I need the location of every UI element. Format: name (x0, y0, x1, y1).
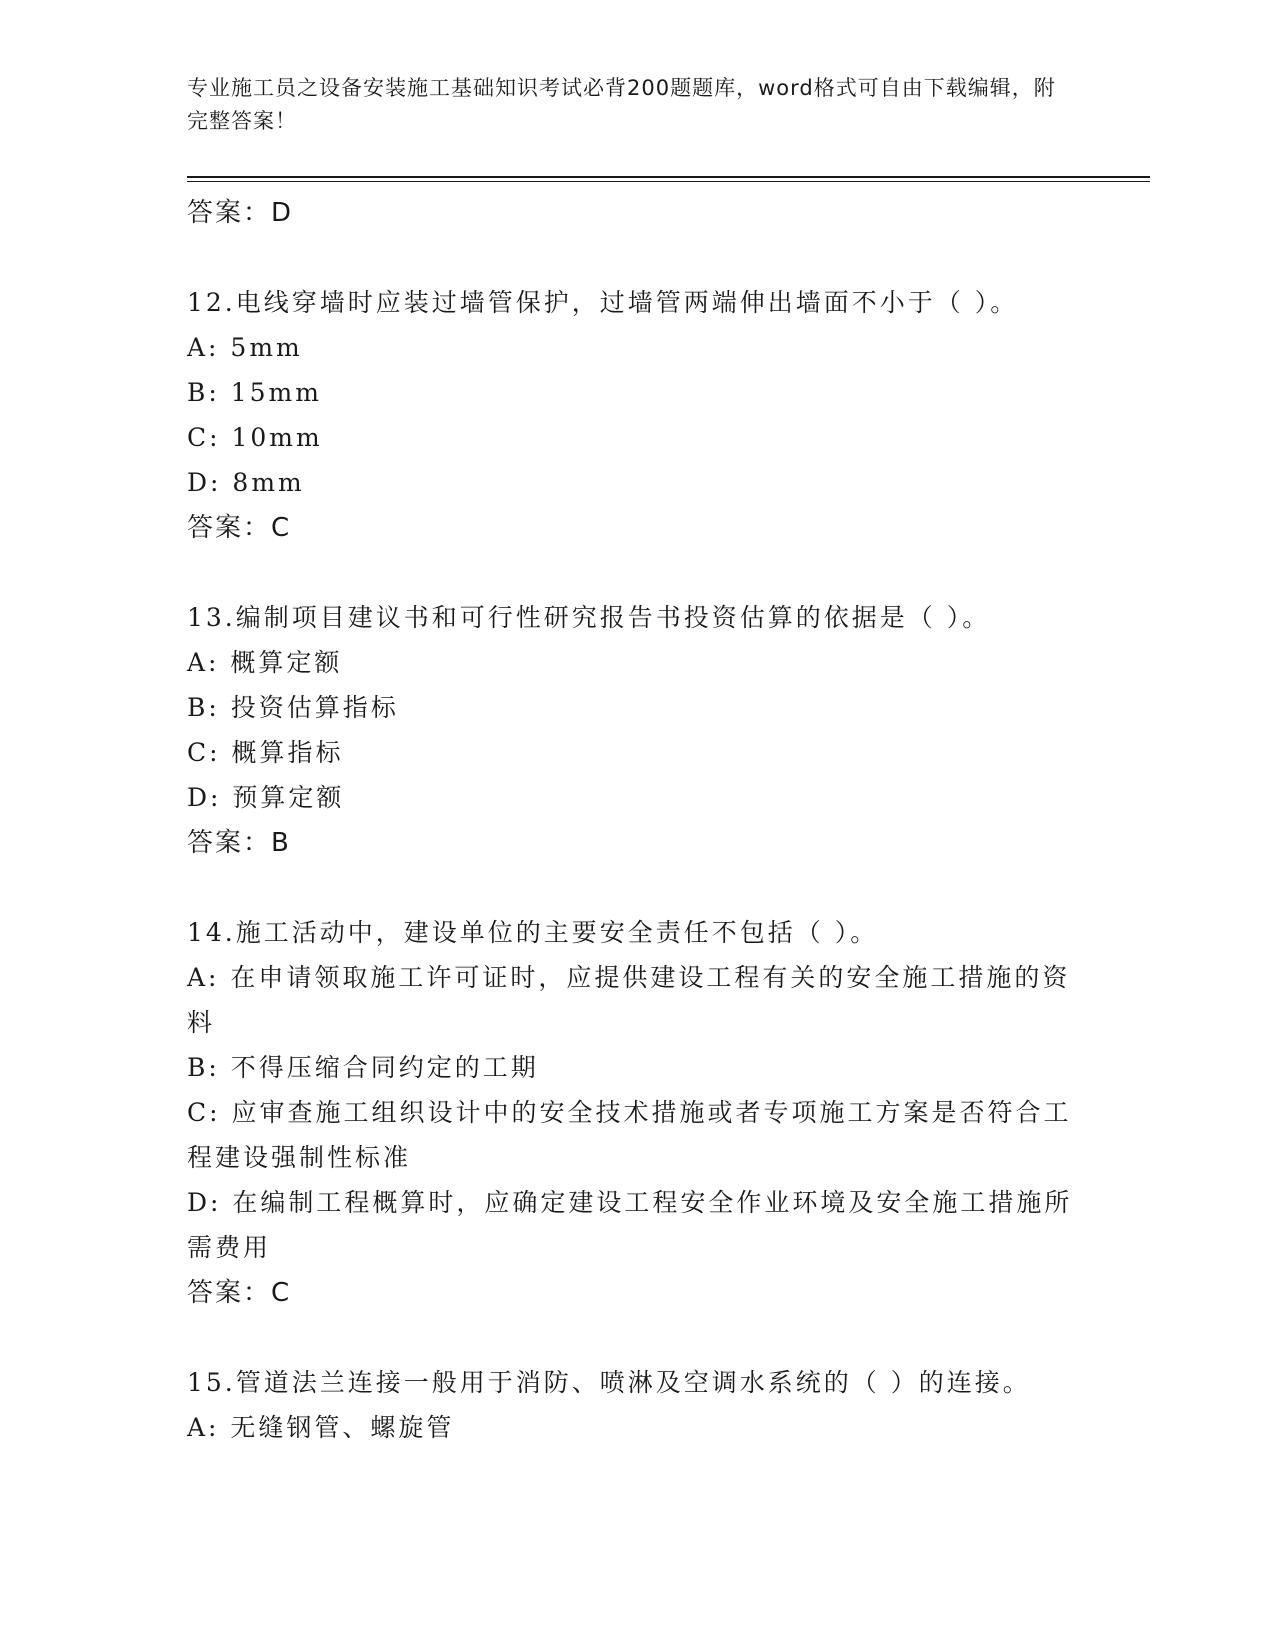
option-d: D: 8mm (187, 468, 305, 497)
option-a: A: 5mm (187, 333, 303, 362)
question-12 (187, 280, 1082, 551)
header-divider-thick (187, 176, 1150, 178)
question-15 (187, 1360, 1082, 1450)
option-a: A: 概算定额 (187, 648, 343, 677)
option-c: C: 10mm (187, 423, 323, 452)
question-stem: 12.电线穿墙时应装过墙管保护，过墙管两端伸出墙面不小于（ ）。 (187, 288, 1019, 317)
question-list (187, 188, 1082, 1450)
question-14 (187, 910, 1082, 1316)
answer: 答案：C (187, 1278, 292, 1308)
previous-answer: 答案：D (187, 198, 294, 228)
option-b: B: 投资估算指标 (187, 693, 399, 722)
option-a: A: 在申请领取施工许可证时，应提供建设工程有关的安全施工措施的资料 (187, 963, 1071, 1037)
option-c: C: 概算指标 (187, 738, 344, 767)
answer: 答案：B (187, 828, 291, 858)
answer: 答案：C (187, 513, 292, 543)
header-divider-thin (187, 181, 1150, 182)
option-b: B: 不得压缩合同约定的工期 (187, 1053, 539, 1082)
question-stem: 14.施工活动中，建设单位的主要安全责任不包括（ ）。 (187, 918, 879, 947)
option-a: A: 无缝钢管、螺旋管 (187, 1413, 455, 1442)
option-b: B: 15mm (187, 378, 322, 407)
question-13 (187, 595, 1082, 866)
question-stem: 13.编制项目建议书和可行性研究报告书投资估算的依据是（ ）。 (187, 603, 991, 632)
option-c: C: 应审查施工组织设计中的安全技术措施或者专项施工方案是否符合工程建设强制性标准 (187, 1098, 1072, 1172)
question-stem: 15.管道法兰连接一般用于消防、喷淋及空调水系统的（ ）的连接。 (187, 1368, 1031, 1397)
option-d: D: 在编制工程概算时，应确定建设工程安全作业环境及安全施工措施所需费用 (187, 1188, 1073, 1262)
document-header: 专业施工员之设备安装施工基础知识考试必背200题题库，word格式可自由下载编辑，附完整答案！ (187, 76, 1056, 133)
option-d: D: 预算定额 (187, 783, 345, 812)
